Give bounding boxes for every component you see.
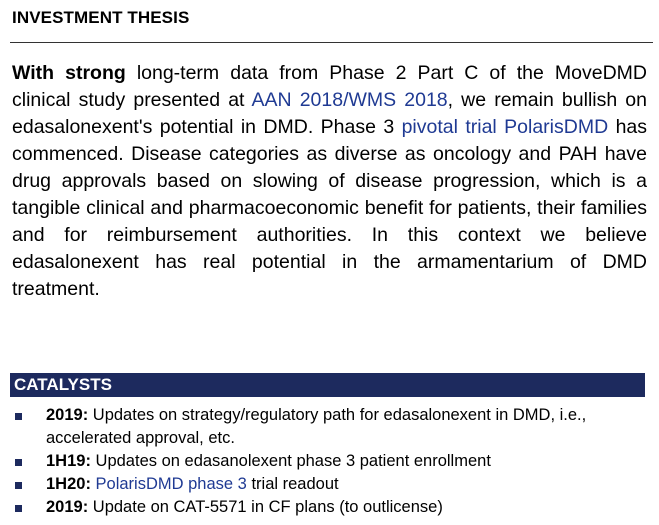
catalysts-header-bar bbox=[10, 373, 645, 397]
square-bullet-icon bbox=[15, 482, 22, 489]
catalyst-item bbox=[10, 473, 645, 496]
thesis-text-part-1: long-term data from Phase 2 Part C of the MoveDMD clinical study presented at bbox=[12, 62, 647, 111]
catalyst-list bbox=[10, 404, 645, 519]
thesis-lead-text: With strong bbox=[12, 62, 126, 84]
square-bullet-icon bbox=[15, 505, 22, 512]
heading-divider bbox=[10, 42, 653, 43]
catalyst-timing: 2019: bbox=[46, 498, 89, 516]
catalyst-item bbox=[10, 496, 645, 519]
catalysts-heading: CATALYSTS bbox=[14, 375, 112, 394]
catalyst-item bbox=[10, 404, 645, 450]
square-bullet-icon bbox=[15, 459, 22, 466]
catalyst-description: Updates on edasanolexent phase 3 patient enrollment bbox=[90, 452, 491, 470]
catalyst-timing: 2019: bbox=[46, 406, 89, 424]
thesis-text-part-3: has commenced. Disease categories as diverse as oncology and PAH have drug approvals based on slowing of disease progression, which is a tangible clinical and pharmacoeconomic benefit for patients, their families and for reimbursement authorities. In this context we believe edasalonexent has real potential in the armamentarium of DMD treatment. bbox=[12, 116, 648, 300]
investment-thesis-heading: INVESTMENT THESIS bbox=[12, 8, 190, 27]
catalyst-description: trial readout bbox=[246, 475, 339, 493]
polarisdmd-phase3-link[interactable]: PolarisDMD phase 3 bbox=[90, 475, 247, 493]
thesis-text-part-2: , we remain bullish on edasalonexent's potential in DMD. Phase 3 bbox=[12, 89, 648, 138]
square-bullet-icon bbox=[15, 413, 22, 420]
catalyst-item bbox=[10, 450, 645, 473]
catalyst-timing: 1H19: bbox=[46, 452, 91, 470]
aan-wms-2018-link[interactable]: AAN 2018/WMS 2018 bbox=[251, 89, 448, 111]
catalyst-description: Update on CAT-5571 in CF plans (to outlicense) bbox=[88, 498, 443, 516]
catalyst-description: Updates on strategy/regulatory path for edasalonexent in DMD, i.e., accelerated approval, etc. bbox=[46, 406, 587, 447]
catalyst-timing: 1H20: bbox=[46, 475, 91, 493]
investment-thesis-paragraph bbox=[12, 60, 647, 303]
polarisdmd-trial-link[interactable]: pivotal trial PolarisDMD bbox=[401, 116, 609, 138]
